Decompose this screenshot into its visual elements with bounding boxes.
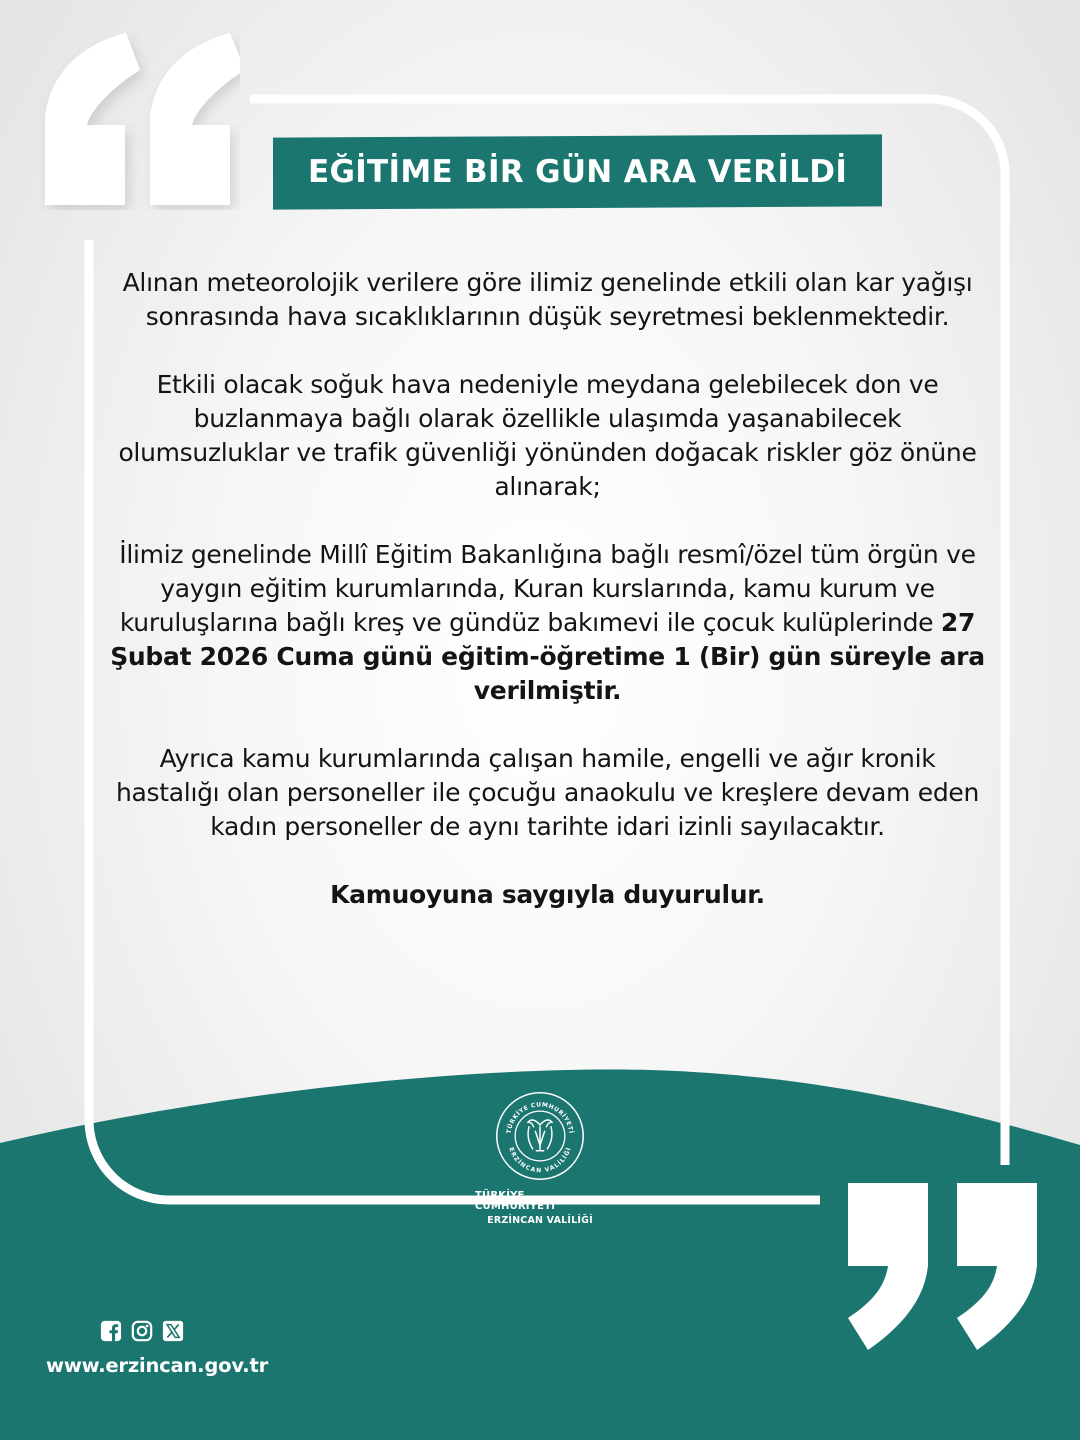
close-quote-icon: [845, 1180, 1045, 1350]
closing-statement: Kamuoyuna saygıyla duyurulur.: [330, 880, 765, 909]
x-icon[interactable]: [162, 1320, 184, 1342]
title-banner: [273, 134, 882, 209]
facebook-icon[interactable]: [100, 1320, 122, 1342]
website-link[interactable]: www.erzincan.gov.tr: [46, 1354, 268, 1377]
double-headed-eagle-seal-icon: [494, 1090, 586, 1182]
emblem-subtitle: ERZİNCAN VALİLİĞİ: [487, 1215, 593, 1226]
page-title: EĞİTİME BİR GÜN ARA VERİLDİ: [307, 154, 848, 191]
paragraph-risks: Etkili olacak soğuk hava nedeniyle meydana gelebilecek don ve buzlanmaya bağlı olarak özellikle ulaşımda yaşanabilecek olumsuzluklar ve trafik güvenliği yönünden doğacak riskler göz önüne alınarak;: [118, 370, 977, 501]
paragraph-decision: [110, 538, 985, 708]
social-links: [100, 1320, 184, 1342]
paragraph-weather: Alınan meteorolojik verilere göre ilimiz genelinde etkili olan kar yağışı sonrasında hava sıcaklıklarının düşük seyretmesi beklenmektedir.: [122, 268, 973, 331]
instagram-icon[interactable]: [131, 1320, 153, 1342]
open-quote-icon: [40, 30, 240, 210]
svg-text:TÜRKİYE CUMHURİYETİ: TÜRKİYE CUMHURİYETİ: [505, 1101, 575, 1135]
announcement-body: [110, 266, 985, 946]
emblem-title: TÜRKİYE CUMHURİYETİ: [475, 1190, 556, 1212]
governorship-emblem: [475, 1090, 605, 1226]
decision-highlight: 27 Şubat 2026 Cuma günü eğitim-öğretime 1 (Bir) gün süreyle ara verilmiştir.: [110, 608, 985, 705]
decision-text: İlimiz genelinde Millî Eğitim Bakanlığına bağlı resmî/özel tüm örgün ve yaygın eğitim kurumlarında, Kuran kurslarında, kamu kurum ve kuruluşlarına bağlı kreş ve gündüz bakımevi ile çocuk kulüplerinde: [119, 540, 976, 637]
paragraph-staff-leave: Ayrıca kamu kurumlarında çalışan hamile, engelli ve ağır kronik hastalığı olan personeller ile çocuğu anaokulu ve kreşlere devam eden kadın personeller de aynı tarihte idari izinli sayılacaktır.: [115, 744, 980, 841]
svg-text:ERZİNCAN VALİLİĞİ: ERZİNCAN VALİLİĞİ: [507, 1146, 573, 1175]
